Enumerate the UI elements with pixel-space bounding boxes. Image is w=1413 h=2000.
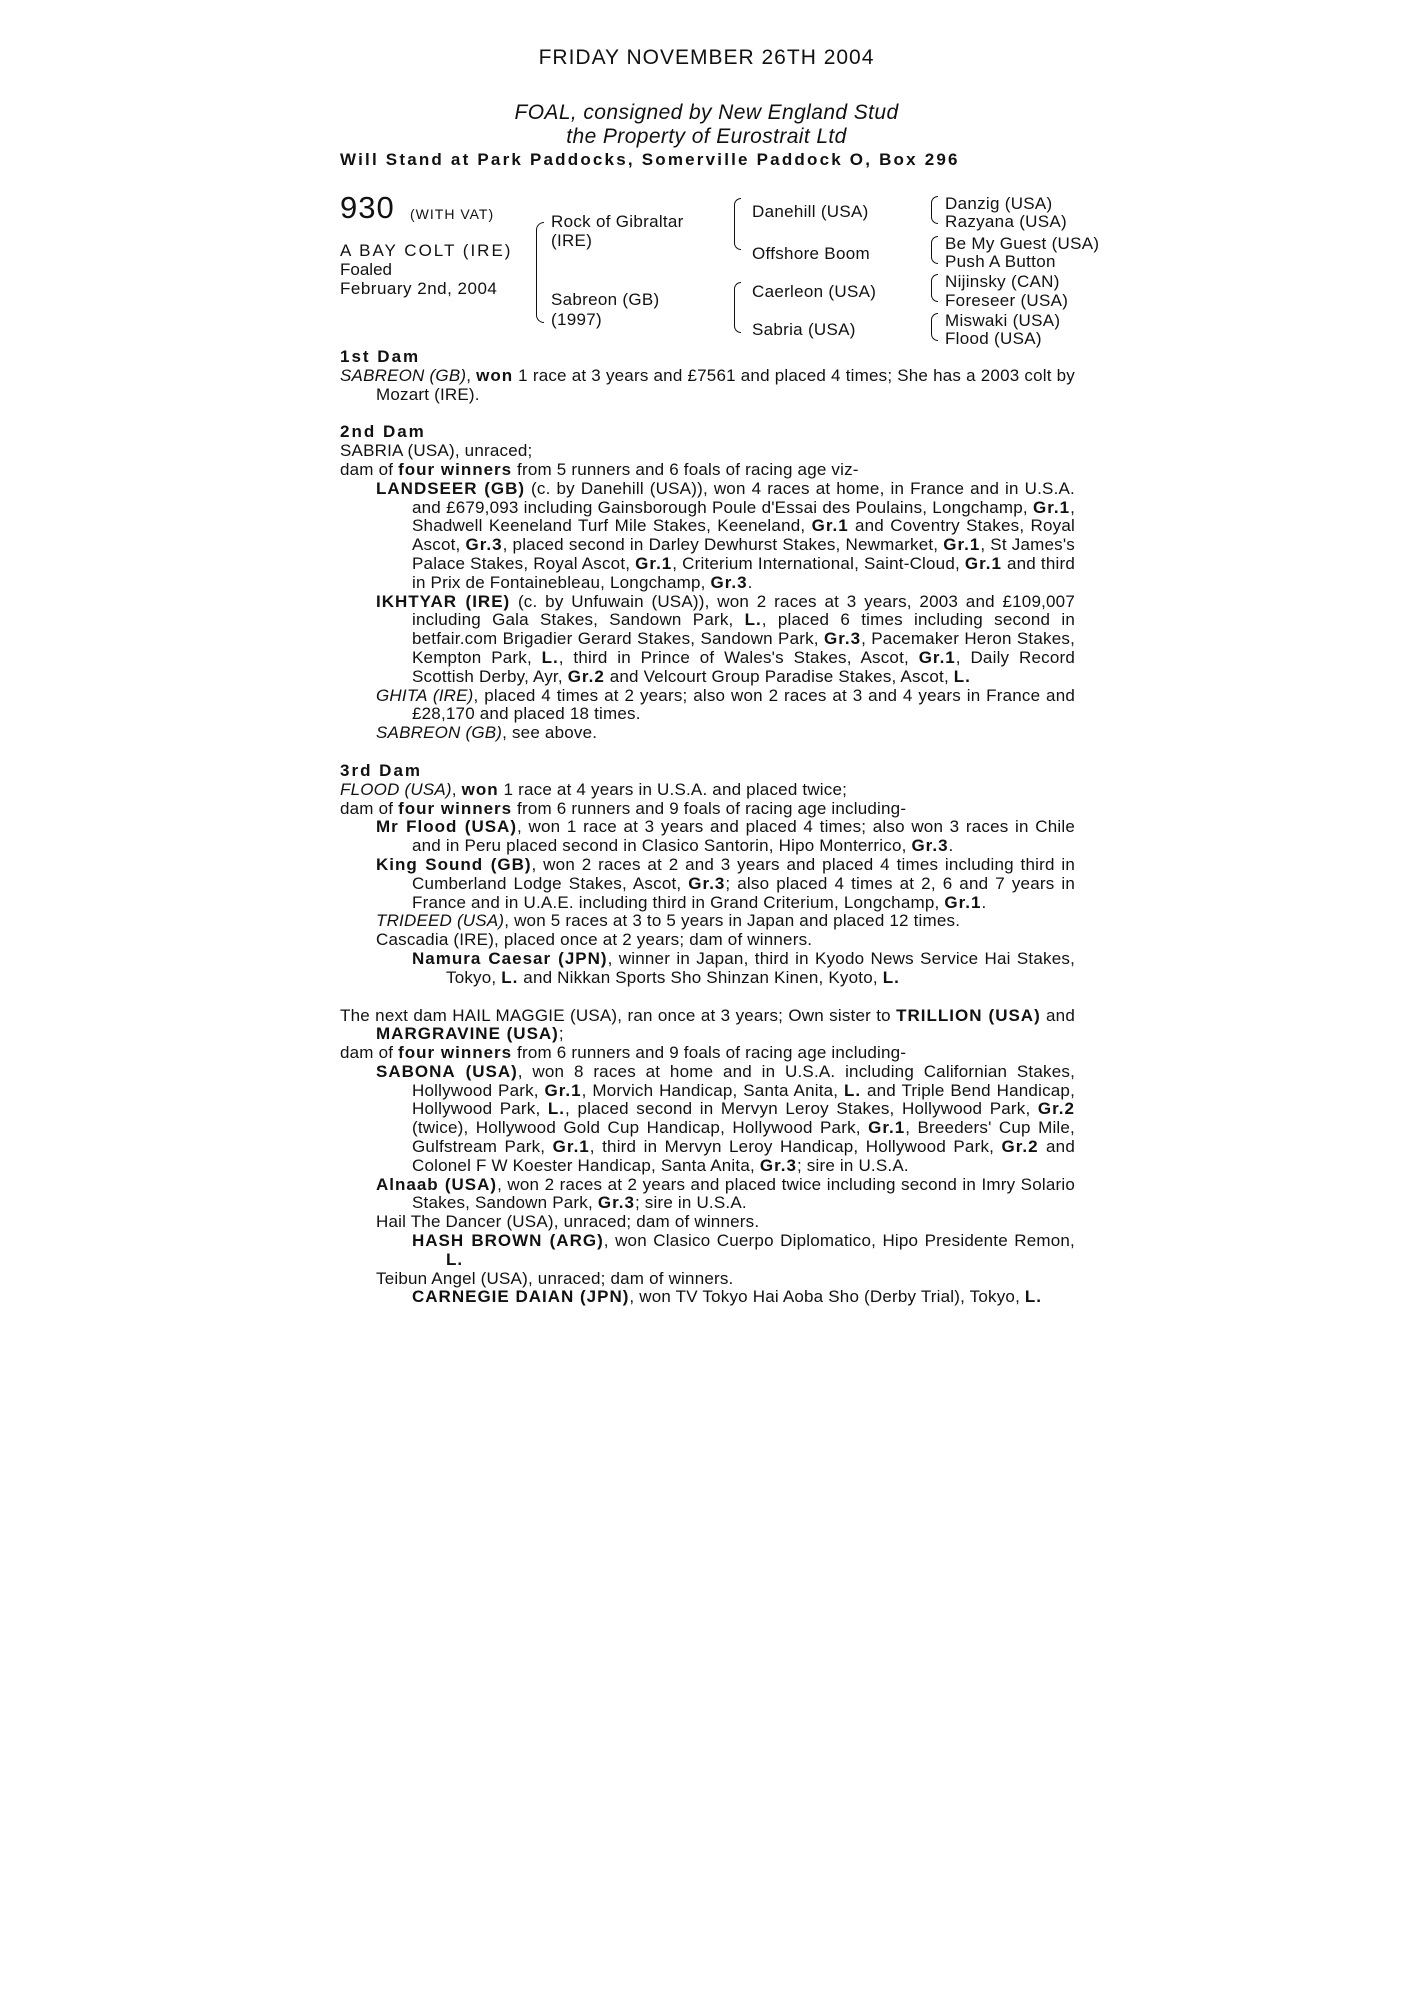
pedigree-sire-sire: Danehill (USA) — [752, 202, 869, 221]
horse-name: SABREON (GB) — [340, 365, 467, 385]
stand-location: Will Stand at Park Paddocks, Somerville Paddock O, Box 296 — [340, 150, 960, 169]
pedigree-bracket — [536, 222, 544, 279]
produce-entry-ghita: GHITA (IRE), placed 4 times at 2 years; also won 2 races at 3 and 4 years in France and £28,170 and placed 18 times. — [376, 685, 1075, 724]
foaled-label: Foaled — [340, 260, 392, 279]
next-dam-intro: The next dam HAIL MAGGIE (USA), ran once at 3 years; Own sister to TRILLION (USA) and MARGRAVINE (USA); — [340, 1005, 1075, 1044]
dam-of-line: dam of four winners from 6 runners and 9 foals of racing age including- — [340, 1043, 907, 1063]
horse-name: King Sound (GB) — [376, 854, 532, 874]
horse-name: IKHTYAR (IRE) — [376, 591, 511, 611]
horse-name: Mr Flood (USA) — [376, 817, 517, 837]
pedigree-ggs: Miswaki (USA) — [945, 311, 1061, 330]
second-dam-intro: SABRIA (USA), unraced; — [340, 441, 533, 461]
pedigree-sire: Rock of Gibraltar — [551, 212, 684, 231]
horse-name: LANDSEER (GB) — [376, 478, 526, 498]
horse-name: SABREON (GB) — [376, 723, 503, 743]
pedigree-dam-dam: Sabria (USA) — [752, 320, 856, 339]
produce-entry-mr-flood: Mr Flood (USA), won 1 race at 3 years and placed 4 times; also won 3 races in Chile and in Peru placed second in Clasico Santorin, Hipo Monterrico, Gr.3. — [376, 817, 1075, 856]
produce-entry-cascadia: Cascadia (IRE), placed once at 2 years; dam of winners. — [376, 930, 813, 950]
lot-title: A BAY COLT (IRE) — [340, 241, 513, 260]
pedigree-ggs: Nijinsky (CAN) — [945, 272, 1060, 291]
produce-entry-alnaab: Alnaab (USA), won 2 races at 2 years and placed twice including second in Imry Solario Stakes, Sandown Park, Gr.3; sire in U.S.A. — [376, 1174, 1075, 1213]
pedigree-bracket — [536, 278, 544, 323]
produce-entry-teibun-angel: Teibun Angel (USA), unraced; dam of winners. — [376, 1268, 734, 1288]
first-dam-heading: 1st Dam — [340, 347, 421, 366]
produce-entry-carnegie-daian: CARNEGIE DAIAN (JPN), won TV Tokyo Hai Aoba Sho (Derby Trial), Tokyo, L. — [412, 1287, 1043, 1307]
horse-name: CARNEGIE DAIAN (JPN) — [412, 1287, 630, 1307]
produce-record — [340, 348, 1075, 1307]
pedigree-bracket — [734, 282, 741, 305]
pedigree-sire-dam: Offshore Boom — [752, 244, 870, 263]
produce-entry-trideed: TRIDEED (USA), won 5 races at 3 to 5 years in Japan and placed 12 times. — [376, 911, 961, 931]
first-dam-entry: SABREON (GB), won 1 race at 3 years and £7561 and placed 4 times; She has a 2003 colt by Mozart (IRE). — [340, 365, 1076, 404]
horse-name: FLOOD (USA) — [340, 779, 452, 799]
lot-number: 930 — [340, 190, 395, 225]
horse-name: TRIDEED (USA) — [376, 911, 505, 931]
pedigree-dam: Sabreon (GB) — [551, 290, 660, 309]
vat-note: (WITH VAT) — [410, 206, 495, 222]
pedigree-dam-sire: Caerleon (USA) — [752, 282, 877, 301]
pedigree-ggd: Push A Button — [945, 252, 1056, 271]
won-word: won — [476, 365, 514, 385]
third-dam-heading: 3rd Dam — [340, 760, 423, 780]
pedigree-bracket — [931, 274, 938, 288]
foaled-date: February 2nd, 2004 — [340, 279, 498, 298]
pedigree-bracket — [931, 249, 938, 264]
dam-of-line: dam of four winners from 5 runners and 6 foals of racing age viz- — [340, 459, 859, 479]
produce-entry-ikhtyar: IKHTYAR (IRE) (c. by Unfuwain (USA)), won 2 races at 3 years, 2003 and £109,007 including Gala Stakes, Sandown Park, L., placed 6 times including second in betfair.com Brigadier Gerard Stakes, Sandown Park, Gr.3, Pacemaker Heron Stakes, Kempton Park, L., third in Prince of Wales's Stakes, Ascot, Gr.1, Daily Record Scottish Derby, Ayr, Gr.2 and Velcourt Group Paradise Stakes, Ascot, L. — [376, 591, 1075, 686]
third-dam-intro: FLOOD (USA), won 1 race at 4 years in U.S.A. and placed twice; — [340, 779, 848, 799]
produce-entry-sabreon: SABREON (GB), see above. — [376, 723, 598, 743]
horse-name: Namura Caesar (JPN) — [412, 948, 608, 968]
pedigree-bracket — [931, 209, 938, 224]
produce-entry-hail-the-dancer: Hail The Dancer (USA), unraced; dam of winners. — [376, 1212, 760, 1232]
consignor-line: FOAL, consigned by New England Stud — [514, 101, 899, 124]
pedigree-bracket — [734, 221, 741, 250]
pedigree-bracket — [931, 287, 938, 302]
property-line: the Property of Eurostrait Ltd — [566, 125, 847, 148]
pedigree-ggd: Foreseer (USA) — [945, 291, 1069, 310]
produce-entry-king-sound: King Sound (GB), won 2 races at 2 and 3 years and placed 4 times including third in Cumberland Lodge Stakes, Ascot, Gr.3; also placed 4 times at 2, 6 and 7 years in France and in U.A.E. including third in Grand Criterium, Longchamp, Gr.1. — [376, 854, 1075, 912]
horse-name: Alnaab (USA) — [376, 1174, 498, 1194]
pedigree-bracket — [734, 198, 741, 222]
pedigree-bracket — [931, 196, 938, 210]
pedigree-ggs: Danzig (USA) — [945, 194, 1053, 213]
produce-entry-hash-brown: HASH BROWN (ARG), won Clasico Cuerpo Diplomatico, Hipo Presidente Remon, L. — [412, 1231, 1075, 1269]
produce-entry-namura-caesar: Namura Caesar (JPN), winner in Japan, third in Kyodo News Service Hai Stakes, Tokyo, L. and Nikkan Sports Sho Shinzan Kinen, Kyoto, L. — [412, 948, 1075, 987]
dam-of-line: dam of four winners from 6 runners and 9 foals of racing age including- — [340, 798, 907, 818]
pedigree-ggs: Be My Guest (USA) — [945, 234, 1100, 253]
horse-name: SABONA (USA) — [376, 1061, 518, 1081]
pedigree-ggd: Razyana (USA) — [945, 212, 1067, 231]
sale-date: FRIDAY NOVEMBER 26TH 2004 — [538, 46, 875, 69]
pedigree-sire-country: (IRE) — [551, 231, 593, 250]
pedigree-bracket — [931, 326, 938, 341]
produce-entry-landseer: LANDSEER (GB) (c. by Danehill (USA)), won 4 races at home, in France and in U.S.A. and £679,093 including Gainsborough Poule d'Essai des Poulains, Longchamp, Gr.1, Shadwell Keeneland Turf Mile Stakes, Keeneland, Gr.1 and Coventry Stakes, Royal Ascot, Gr.3, placed second in Darley Dewhurst Stakes, Newmarket, Gr.1, St James's Palace Stakes, Royal Ascot, Gr.1, Criterium International, Saint-Cloud, Gr.1 and third in Prix de Fontainebleau, Longchamp, Gr.3. — [376, 478, 1075, 592]
horse-name: GHITA (IRE) — [376, 685, 474, 705]
pedigree-bracket — [931, 236, 938, 250]
second-dam-heading: 2nd Dam — [340, 422, 426, 442]
horse-name: HASH BROWN (ARG) — [412, 1231, 604, 1251]
pedigree-bracket — [734, 304, 741, 333]
pedigree-ggd: Flood (USA) — [945, 329, 1042, 348]
produce-entry-sabona: SABONA (USA), won 8 races at home and in U.S.A. including Californian Stakes, Hollywood Park, Gr.1, Morvich Handicap, Santa Anita, L. and Triple Bend Handicap, Hollywood Park, L., placed second in Mervyn Leroy Stakes, Hollywood Park, Gr.2 (twice), Hollywood Gold Cup Handicap, Hollywood Park, Gr.1, Breeders' Cup Mile, Gulfstream Park, Gr.1, third in Mervyn Leroy Handicap, Hollywood Park, Gr.2 and Colonel F W Koester Handicap, Santa Anita, Gr.3; sire in U.S.A. — [376, 1061, 1075, 1175]
pedigree-dam-year: (1997) — [551, 310, 602, 329]
pedigree-bracket — [931, 313, 938, 327]
